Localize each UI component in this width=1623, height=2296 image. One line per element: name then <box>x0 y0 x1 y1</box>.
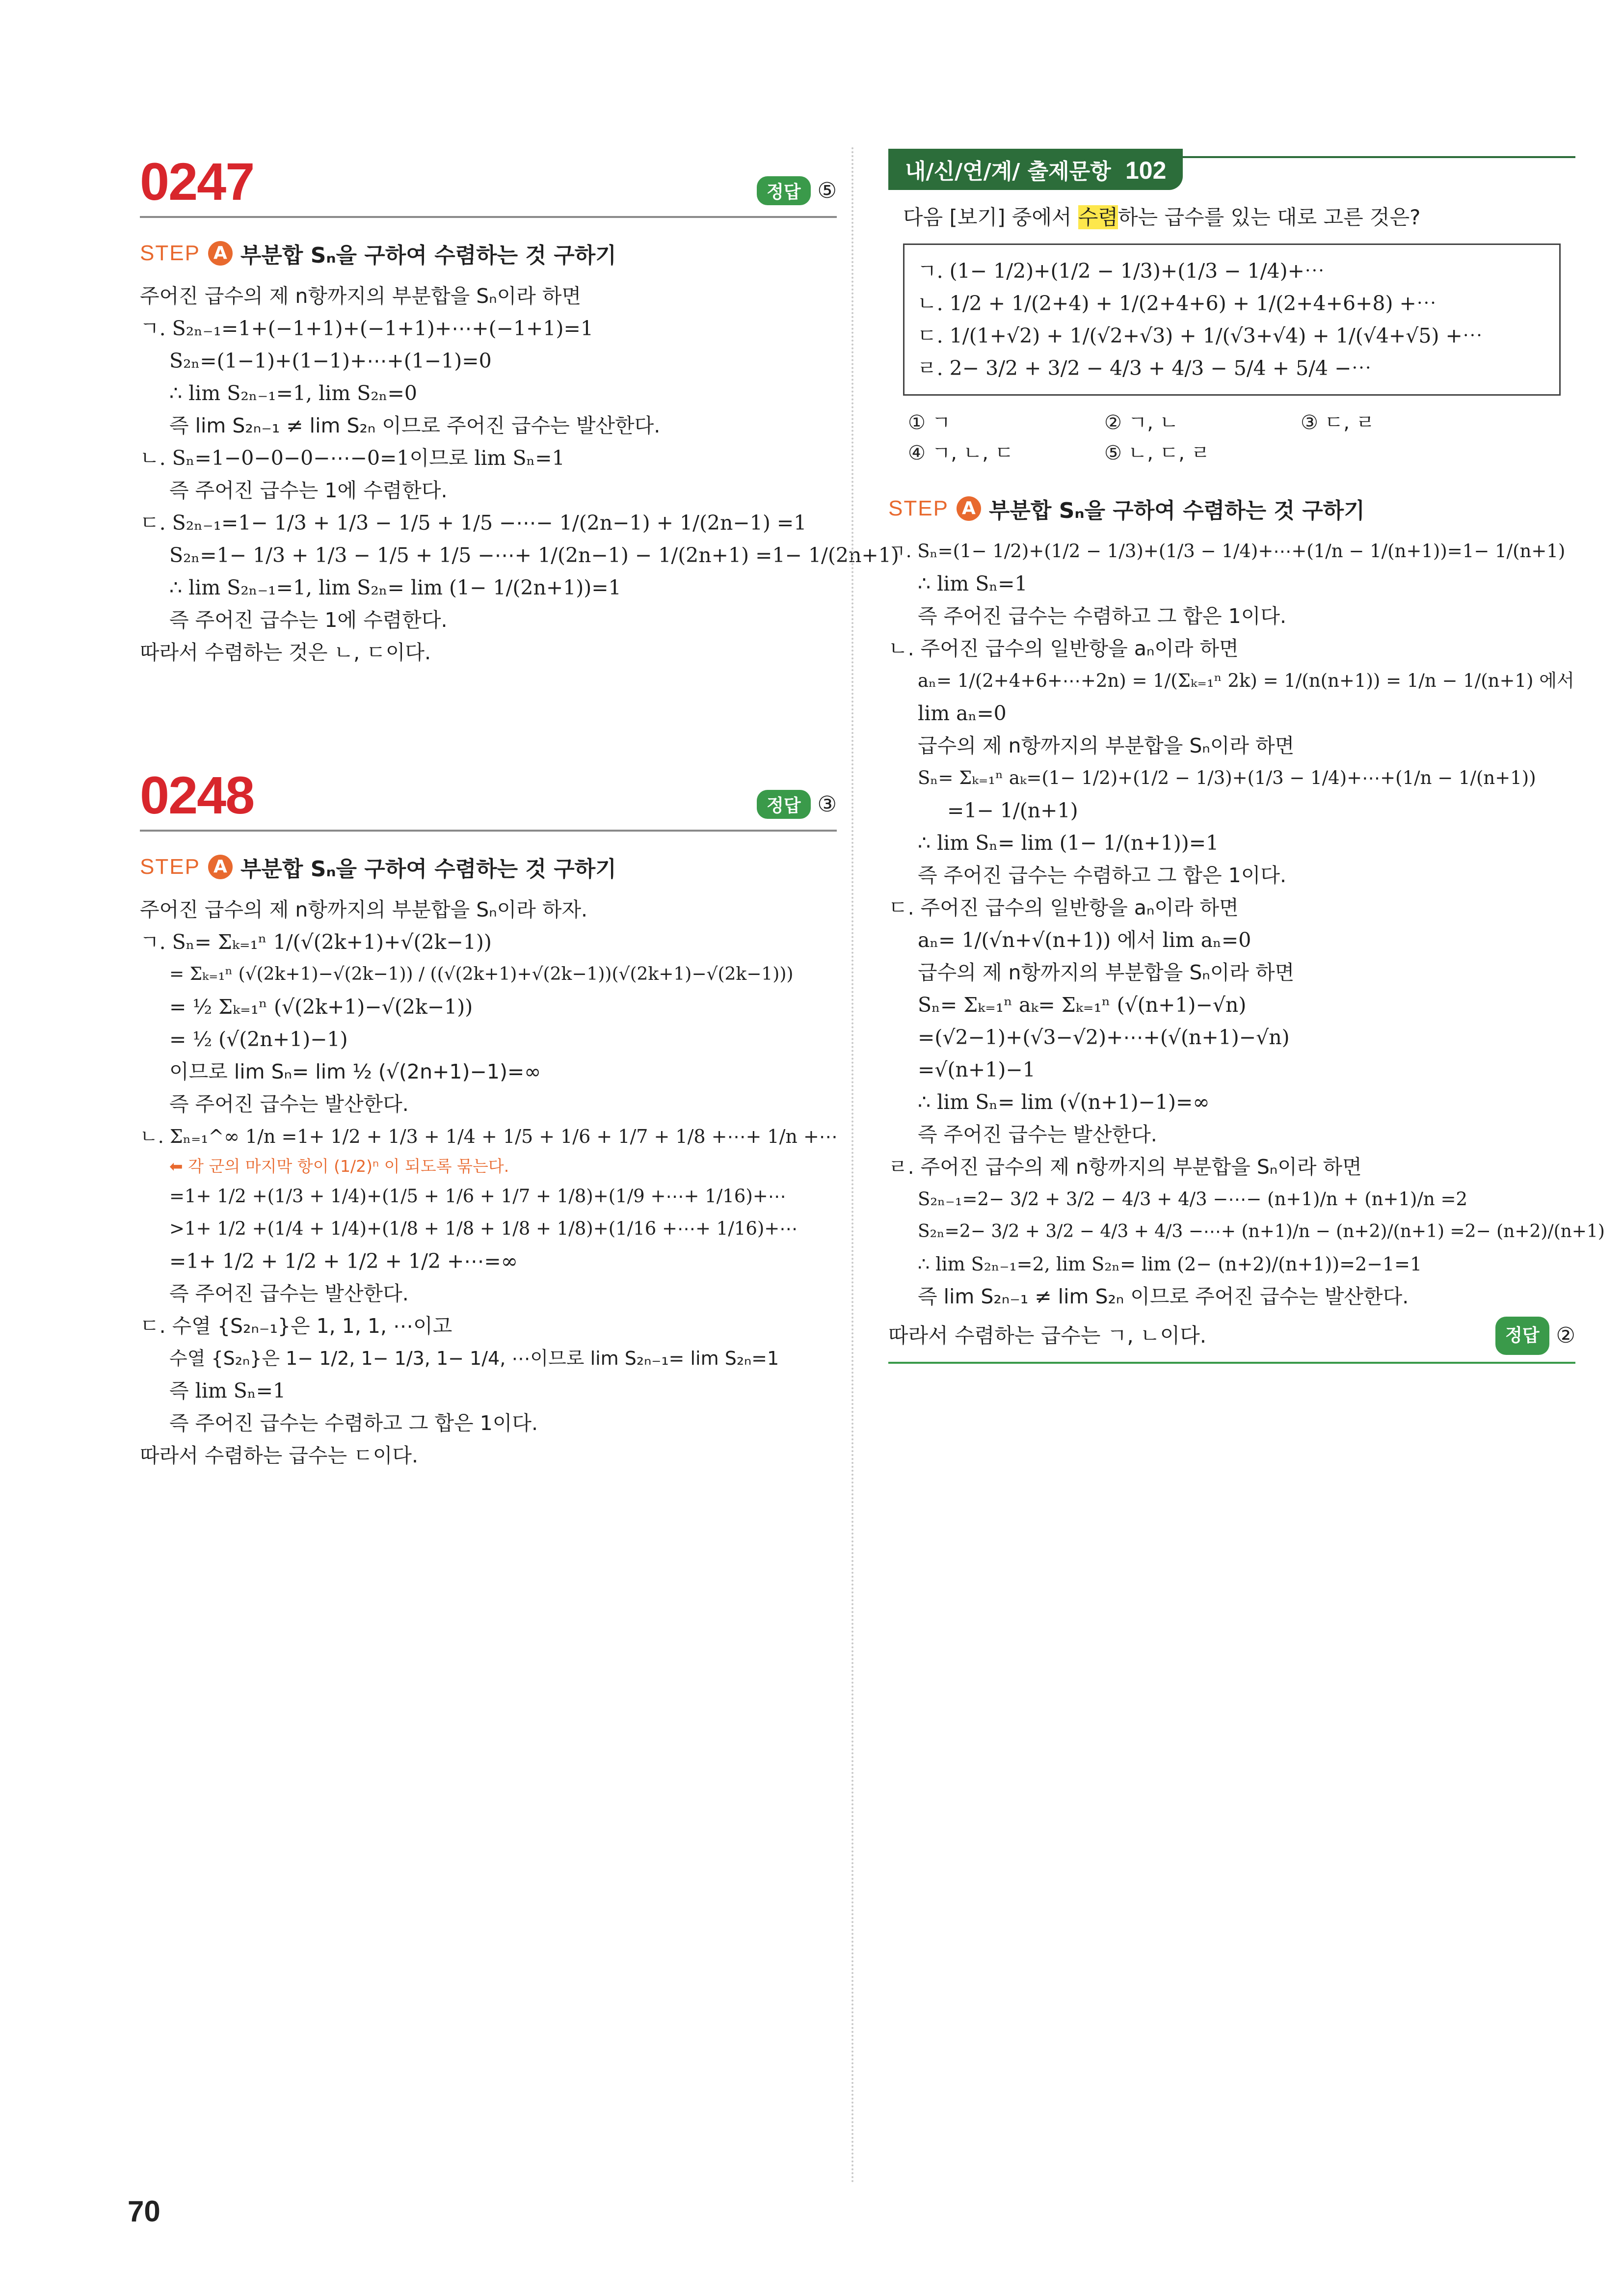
example-item: ㄷ. 1/(1+√2) + 1/(√2+√3) + 1/(√3+√4) + 1/(√4+√5) +⋯ <box>917 324 1483 348</box>
solution-line: 이므로 lim Sₙ= lim ½ (√(2n+1)−1)=∞ <box>169 1060 541 1083</box>
step-heading <box>888 493 1575 524</box>
solution-line: 급수의 제 n항까지의 부분합을 Sₙ이라 하면 <box>918 734 1295 757</box>
solution-line: Sₙ= Σₖ₌₁ⁿ aₖ= Σₖ₌₁ⁿ (√(n+1)−√n) <box>918 993 1247 1017</box>
solution-body <box>140 280 899 669</box>
solution-line: ∴ lim Sₙ= lim (√(n+1)−1)=∞ <box>918 1090 1210 1114</box>
solution-line: 즉 lim S₂ₙ₋₁ ≠ lim S₂ₙ 이므로 주어진 급수는 발산한다. <box>918 1285 1409 1308</box>
step-letter: A <box>208 241 233 266</box>
problem-number: 0247 <box>140 152 254 211</box>
answer-value: ⑤ <box>817 178 837 203</box>
step-letter: A <box>208 855 233 879</box>
solution-line: 즉 주어진 급수는 수렴하고 그 합은 1이다. <box>918 604 1287 628</box>
answer-badge <box>1495 1317 1575 1355</box>
solution-line: ㄹ. 주어진 급수의 제 n항까지의 부분합을 Sₙ이라 하면 <box>888 1155 1362 1179</box>
banner-label <box>888 149 1183 190</box>
solution-line: aₙ= 1/(2+4+6+⋯+2n) = 1/(Σₖ₌₁ⁿ 2k) = 1/(n(n+1)) = 1/n − 1/(n+1) 에서 <box>918 670 1574 691</box>
solution-line: >1+ 1/2 +(1/4 + 1/4)+(1/8 + 1/8 + 1/8 + 1/8)+(1/16 +⋯+ 1/16)+⋯ <box>169 1218 798 1239</box>
solution-line: = ½ Σₖ₌₁ⁿ (√(2k+1)−√(2k−1)) <box>169 995 473 1019</box>
solution-body <box>888 535 1605 1313</box>
solution-line: =√(n+1)−1 <box>918 1058 1036 1081</box>
solution-line: =(√2−1)+(√3−√2)+⋯+(√(n+1)−√n) <box>918 1026 1290 1049</box>
question-text <box>903 201 1575 234</box>
solution-line: ㄱ. Sₙ= Σₖ₌₁ⁿ 1/(√(2k+1)+√(2k−1)) <box>140 930 492 954</box>
column-divider <box>851 147 853 2185</box>
banner-rule <box>1183 156 1575 158</box>
solution-line: 즉 주어진 급수는 발산한다. <box>169 1282 409 1305</box>
question-pre: 다음 [보기] 중에서 <box>903 205 1078 229</box>
solution-line: ∴ lim S₂ₙ₋₁=2, lim S₂ₙ= lim (2− (n+2)/(n+1))=2−1=1 <box>918 1253 1422 1275</box>
example-item: ㄱ. (1− 1/2)+(1/2 − 1/3)+(1/3 − 1/4)+⋯ <box>917 259 1325 283</box>
solution-line: 즉 주어진 급수는 발산한다. <box>169 1092 409 1116</box>
solution-line: ㄷ. S₂ₙ₋₁=1− 1/3 + 1/3 − 1/5 + 1/5 −⋯− 1/(2n−1) + 1/(2n−1) =1 <box>140 511 807 535</box>
step-heading <box>140 238 837 269</box>
step-title: 부분합 Sₙ을 구하여 수렴하는 것 구하기 <box>988 498 1365 523</box>
solution-line: S₂ₙ₋₁=2− 3/2 + 3/2 − 4/3 + 4/3 −⋯− (n+1)/n + (n+1)/n =2 <box>918 1189 1468 1210</box>
step-tag: STEP <box>888 496 949 520</box>
problem-0247-header <box>140 147 837 218</box>
solution-line: 주어진 급수의 제 n항까지의 부분합을 Sₙ이라 하면 <box>140 284 582 308</box>
solution-line: lim aₙ=0 <box>918 702 1007 725</box>
example-box <box>903 243 1561 396</box>
related-problem-banner <box>888 147 1575 191</box>
page-number: 70 <box>128 2195 160 2228</box>
choice-3: ③ ㄷ, ㄹ <box>1301 411 1375 434</box>
step-heading <box>140 851 837 883</box>
solution-line: = Σₖ₌₁ⁿ (√(2k+1)−√(2k−1)) / ((√(2k+1)+√(2k−1))(√(2k+1)−√(2k−1))) <box>169 964 794 984</box>
banner-number: 102 <box>1125 157 1167 184</box>
solution-line: 즉 주어진 급수는 1에 수렴한다. <box>169 479 448 502</box>
solution-line: ㄴ. Sₙ=1−0−0−0−⋯−0=1이므로 lim Sₙ=1 <box>140 446 565 470</box>
solution-line: 따라서 수렴하는 급수는 ㄷ이다. <box>140 1444 419 1467</box>
problem-0248-header <box>140 761 837 832</box>
solution-line: ㄷ. 주어진 급수의 일반항을 aₙ이라 하면 <box>888 896 1239 919</box>
solution-line: 즉 주어진 급수는 발산한다. <box>918 1123 1157 1146</box>
answer-badge <box>757 790 837 819</box>
step-title: 부분합 Sₙ을 구하여 수렴하는 것 구하기 <box>240 857 616 882</box>
solution-line: S₂ₙ=1− 1/3 + 1/3 − 1/5 + 1/5 −⋯+ 1/(2n−1) − 1/(2n+1) =1− 1/(2n+1) <box>169 543 899 567</box>
solution-line: ∴ lim Sₙ= lim (1− 1/(n+1))=1 <box>918 831 1219 855</box>
solution-line: ㄱ. Sₙ=(1− 1/2)+(1/2 − 1/3)+(1/3 − 1/4)+⋯+(1/n − 1/(n+1))=1− 1/(n+1) <box>888 540 1566 562</box>
solution-line: = ½ (√(2n+1)−1) <box>169 1027 348 1051</box>
step-title: 부분합 Sₙ을 구하여 수렴하는 것 구하기 <box>240 243 616 268</box>
hint-note: ⬅ 각 군의 마지막 항이 (1/2)ⁿ 이 되도록 묶는다. <box>169 1157 509 1176</box>
solution-line: 즉 주어진 급수는 수렴하고 그 합은 1이다. <box>918 864 1287 887</box>
answer-label: 정답 <box>757 176 811 205</box>
step-tag: STEP <box>140 241 200 265</box>
banner-text: 내/신/연/계/ 출제문항 <box>905 159 1111 184</box>
solution-line: =1+ 1/2 +(1/3 + 1/4)+(1/5 + 1/6 + 1/7 + 1/8)+(1/9 +⋯+ 1/16)+⋯ <box>169 1186 786 1207</box>
solution-line: 수열 {S₂ₙ}은 1− 1/2, 1− 1/3, 1− 1/4, ⋯이므로 lim S₂ₙ₋₁= lim S₂ₙ=1 <box>169 1348 779 1369</box>
solution-line: Sₙ= Σₖ₌₁ⁿ aₖ=(1− 1/2)+(1/2 − 1/3)+(1/3 − 1/4)+⋯+(1/n − 1/(n+1)) <box>918 767 1536 788</box>
answer-badge <box>757 176 837 205</box>
solution-line: S₂ₙ=(1−1)+(1−1)+⋯+(1−1)=0 <box>169 349 492 373</box>
solution-line: 주어진 급수의 제 n항까지의 부분합을 Sₙ이라 하자. <box>140 898 588 921</box>
solution-line: ㄴ. 주어진 급수의 일반항을 aₙ이라 하면 <box>888 637 1239 660</box>
step-letter: A <box>957 496 981 521</box>
choice-4: ④ ㄱ, ㄴ, ㄷ <box>908 442 1014 464</box>
answer-label: 정답 <box>757 790 811 819</box>
solution-line: 즉 주어진 급수는 1에 수렴한다. <box>169 608 448 632</box>
solution-line: 즉 lim Sₙ=1 <box>169 1379 286 1403</box>
example-item: ㄹ. 2− 3/2 + 3/2 − 4/3 + 4/3 − 5/4 + 5/4 −⋯ <box>917 356 1372 380</box>
solution-line: ∴ lim Sₙ=1 <box>918 572 1028 595</box>
solution-line: 따라서 수렴하는 것은 ㄴ, ㄷ이다. <box>140 641 431 664</box>
solution-line: aₙ= 1/(√n+√(n+1)) 에서 lim aₙ=0 <box>918 928 1251 952</box>
right-column <box>888 147 1605 1364</box>
solution-line: S₂ₙ=2− 3/2 + 3/2 − 4/3 + 4/3 −⋯+ (n+1)/n − (n+2)/(n+1) =2− (n+2)/(n+1) <box>918 1221 1605 1242</box>
left-column <box>140 147 899 1472</box>
solution-line: 급수의 제 n항까지의 부분합을 Sₙ이라 하면 <box>918 961 1295 984</box>
solution-line: 즉 주어진 급수는 수렴하고 그 합은 1이다. <box>169 1411 538 1435</box>
solution-line: ㄷ. 수열 {S₂ₙ₋₁}은 1, 1, 1, ⋯이고 <box>140 1314 452 1338</box>
question-post: 하는 급수를 있는 대로 고른 것은? <box>1117 205 1421 229</box>
answer-label: 정답 <box>1495 1317 1549 1355</box>
step-tag: STEP <box>140 855 200 879</box>
final-answer-row <box>888 1317 1575 1364</box>
answer-choices <box>888 407 1575 468</box>
solution-line: ㄱ. S₂ₙ₋₁=1+(−1+1)+(−1+1)+⋯+(−1+1)=1 <box>140 317 593 340</box>
choice-1: ① ㄱ <box>908 411 951 434</box>
answer-value: ③ <box>817 792 837 817</box>
solution-line: ㄴ. Σₙ₌₁^∞ 1/n =1+ 1/2 + 1/3 + 1/4 + 1/5 + 1/6 + 1/7 + 1/8 +⋯+ 1/n +⋯ <box>140 1126 838 1147</box>
problem-number: 0248 <box>140 765 254 825</box>
solution-line: 즉 lim S₂ₙ₋₁ ≠ lim S₂ₙ 이므로 주어진 급수는 발산한다. <box>169 414 661 437</box>
solution-line: =1− 1/(n+1) <box>947 799 1078 822</box>
solution-line: =1+ 1/2 + 1/2 + 1/2 + 1/2 +⋯=∞ <box>169 1249 518 1273</box>
example-item: ㄴ. 1/2 + 1/(2+4) + 1/(2+4+6) + 1/(2+4+6+8) +⋯ <box>917 292 1437 315</box>
final-text: 따라서 수렴하는 급수는 ㄱ, ㄴ이다. <box>888 1324 1207 1348</box>
question-highlight: 수렴 <box>1078 205 1118 229</box>
solution-body <box>140 893 837 1472</box>
choice-2: ② ㄱ, ㄴ <box>1104 411 1179 434</box>
solution-line: ∴ lim S₂ₙ₋₁=1, lim S₂ₙ=0 <box>169 381 417 405</box>
answer-value: ② <box>1556 1323 1575 1348</box>
choice-5: ⑤ ㄴ, ㄷ, ㄹ <box>1104 442 1210 464</box>
solution-line: ∴ lim S₂ₙ₋₁=1, lim S₂ₙ= lim (1− 1/(2n+1))=1 <box>169 576 621 599</box>
